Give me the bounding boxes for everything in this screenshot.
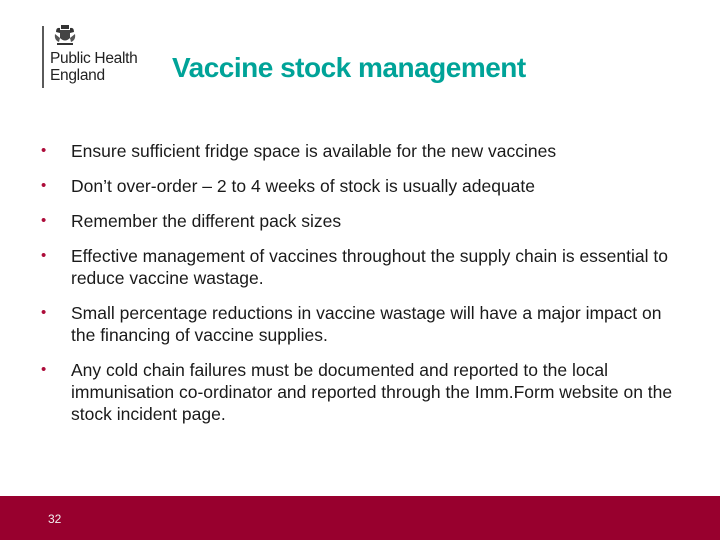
bullet-list	[41, 140, 681, 438]
bullet-marker: •	[41, 361, 47, 378]
bullet-item	[41, 359, 681, 425]
bullet-marker: •	[41, 177, 47, 194]
slide-title: Vaccine stock management	[172, 52, 526, 83]
bullet-item	[41, 210, 681, 232]
bullet-item	[41, 302, 681, 346]
footer-bar	[0, 496, 720, 540]
bullet-item	[41, 175, 681, 197]
bullet-marker: •	[41, 142, 47, 159]
logo-divider	[42, 26, 44, 88]
bullet-text: Ensure sufficient fridge space is available for the new vaccines	[71, 141, 557, 161]
bullet-text: Effective management of vaccines throughout the supply chain is essential to reduce vaccine wastage.	[71, 246, 668, 288]
royal-crest-icon	[52, 24, 78, 46]
bullet-marker: •	[41, 247, 47, 264]
logo-line-2: England	[50, 67, 105, 84]
bullet-text: Remember the different pack sizes	[71, 211, 342, 231]
bullet-text: Don’t over-order – 2 to 4 weeks of stock is usually adequate	[71, 176, 535, 196]
bullet-item	[41, 245, 681, 289]
logo-wordmark	[50, 50, 137, 84]
bullet-marker: •	[41, 304, 47, 321]
bullet-text: Small percentage reductions in vaccine wastage will have a major impact on the financing of vaccine supplies.	[71, 303, 662, 345]
bullet-marker: •	[41, 212, 47, 229]
phe-logo	[42, 24, 152, 90]
page-number: 32	[48, 512, 62, 526]
bullet-text: Any cold chain failures must be documented and reported to the local immunisation co-ordinator and reported through the Imm.Form website on the stock incident page.	[71, 360, 673, 424]
logo-line-1: Public Health	[50, 50, 138, 67]
bullet-item	[41, 140, 681, 162]
